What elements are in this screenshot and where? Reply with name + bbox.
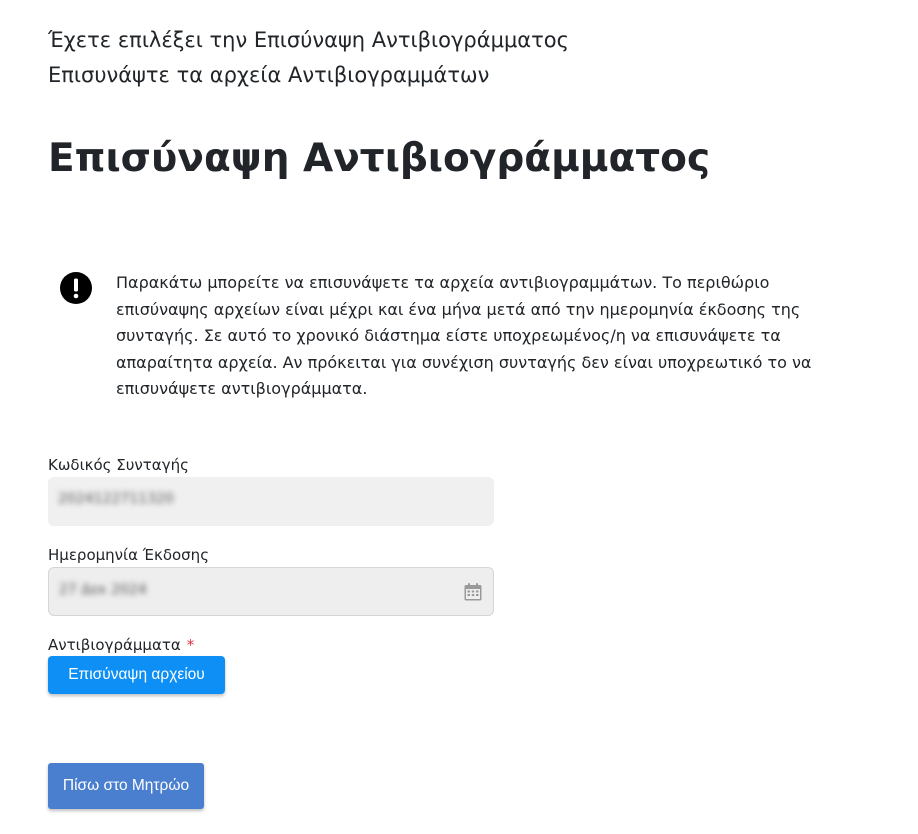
alert-text: Παρακάτω μπορείτε να επισυνάψετε τα αρχεία αντιβιογραμμάτων. Το περιθώριο επισύναψης αρχείων είναι μέχρι και ένα μήνα μετά από την ημερομηνία έκδοσης της συνταγής. Σε αυτό το χρονικό διάστημα είστε υποχρεωμένος/η να επισυνάψετε τα απαραίτητα αρχεία. Αν πρόκειται για συνέχιση συνταγής δεν είναι υποχρεωτικό το να επισυνάψετε αντιβιογράμματα. bbox=[116, 273, 812, 398]
issue-date-label: Ημερομηνία Έκδοσης bbox=[48, 546, 209, 564]
back-to-registry-button[interactable]: Πίσω στο Μητρώο bbox=[48, 763, 204, 809]
required-mark: * bbox=[186, 636, 195, 654]
breadcrumb-line-1: Έχετε επιλέξει την Επισύναψη Αντιβιογράμματος bbox=[48, 28, 569, 52]
attach-file-button[interactable]: Επισύναψη αρχείου bbox=[48, 656, 225, 694]
breadcrumb-line-2: Επισυνάψτε τα αρχεία Αντιβιογραμμάτων bbox=[48, 63, 490, 87]
calendar-icon[interactable] bbox=[463, 582, 483, 602]
prescription-code-value: 2024122711320 bbox=[58, 491, 174, 507]
issue-date-value: 27 Δεκ 2024 bbox=[59, 582, 147, 598]
antibiogram-files-label-text: Αντιβιογράμματα bbox=[48, 636, 181, 654]
prescription-code-label: Κωδικός Συνταγής bbox=[48, 456, 189, 474]
page-title: Επισύναψη Αντιβιογράμματος bbox=[48, 136, 711, 181]
exclamation-circle-icon bbox=[60, 272, 92, 304]
prescription-code-field[interactable] bbox=[48, 477, 494, 526]
issue-date-field[interactable] bbox=[48, 567, 494, 616]
antibiogram-files-label bbox=[48, 636, 194, 654]
